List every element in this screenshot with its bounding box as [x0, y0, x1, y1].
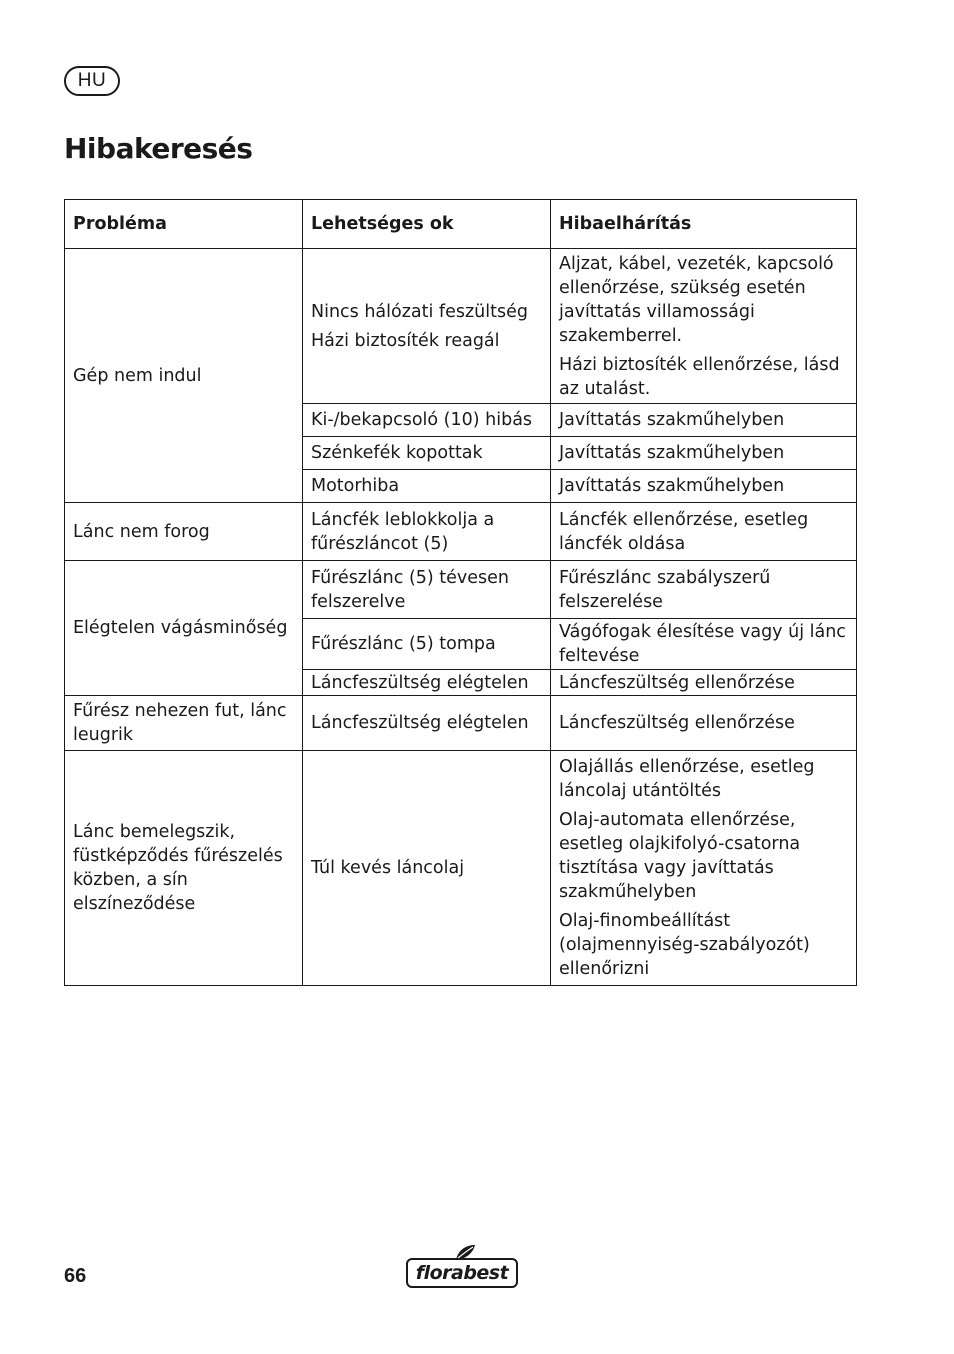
- cause-text: Nincs hálózati feszültség: [311, 301, 528, 322]
- remedy-text: Fűrészlánc szabályszerű felszerelése: [559, 567, 771, 612]
- cell-remedy: [551, 561, 857, 619]
- logo-text: florabest: [406, 1258, 518, 1288]
- cell-cause: [303, 561, 551, 619]
- cause-text: Fűrészlánc (5) tévesen felszerelve: [311, 567, 510, 612]
- cause-text: Láncfék leblokkolja a fűrészláncot (5): [311, 509, 495, 554]
- cause-text: Szénkefék kopottak: [311, 443, 483, 463]
- cell-cause: [303, 670, 551, 696]
- table-row: [65, 751, 857, 986]
- cell-cause: [303, 470, 551, 503]
- remedy-text: Olajállás ellenőrzése, esetleg láncolaj utántöltés: [559, 757, 815, 801]
- page-number: 66: [64, 1265, 87, 1287]
- remedy-text: Javíttatás szakműhelyben: [559, 476, 785, 496]
- cell-problem: Lánc bemelegszik, füstképződés fűrészelés közben, a sín elszíneződése: [65, 751, 303, 986]
- cell-cause: [303, 404, 551, 437]
- remedy-text: Házi biztosíték ellenőrzése, lásd az utalást.: [559, 354, 840, 399]
- table-body: [65, 249, 857, 986]
- cause-text: Túl kevés láncolaj: [311, 858, 465, 878]
- cell-cause: [303, 249, 551, 404]
- cell-remedy: [551, 670, 857, 696]
- cell-remedy: [551, 619, 857, 670]
- remedy-text: Láncfeszültség ellenőrzése: [559, 672, 795, 693]
- cell-remedy: [551, 751, 857, 986]
- cell-problem: Fűrész nehezen fut, lánc leugrik: [65, 696, 303, 751]
- cell-problem: Lánc nem forog: [65, 503, 303, 561]
- cell-remedy: [551, 470, 857, 503]
- cell-cause: [303, 503, 551, 561]
- cell-cause: [303, 751, 551, 986]
- column-header-cause: Lehetséges ok: [303, 200, 551, 249]
- troubleshooting-table: [64, 199, 857, 986]
- language-badge: HU: [64, 66, 120, 96]
- page-title: Hibakeresés: [64, 132, 253, 165]
- cause-text: Láncfeszültség elégtelen: [311, 672, 529, 693]
- cause-text: Motorhiba: [311, 476, 400, 496]
- cell-problem: Gép nem indul: [65, 249, 303, 503]
- brand-logo: [406, 1244, 518, 1288]
- remedy-text: Láncfeszültség ellenőrzése: [559, 713, 795, 733]
- cell-problem: Elégtelen vágásminőség: [65, 561, 303, 696]
- column-header-remedy: Hibaelhárítás: [551, 200, 857, 249]
- table-header-row: [65, 200, 857, 249]
- remedy-text: Javíttatás szakműhelyben: [559, 443, 785, 463]
- cell-cause: [303, 696, 551, 751]
- cell-remedy: [551, 696, 857, 751]
- cell-cause: [303, 437, 551, 470]
- cell-remedy: [551, 404, 857, 437]
- table-row: [65, 503, 857, 561]
- cell-remedy: [551, 437, 857, 470]
- cause-text: Ki-/bekapcsoló (10) hibás: [311, 410, 533, 430]
- column-header-problem: Probléma: [65, 200, 303, 249]
- cell-remedy: [551, 503, 857, 561]
- remedy-text: Vágófogak élesítése vagy új lánc feltevése: [559, 622, 846, 666]
- remedy-text: Aljzat, kábel, vezeték, kapcsoló ellenőrzése, szükség esetén javíttatás villamossági szakemberrel.: [559, 253, 834, 346]
- remedy-text: Olaj-automata ellenőrzése, esetleg olajkifolyó-csatorna tisztítása vagy javíttatás szakműhelyben: [559, 810, 801, 902]
- table-row: [65, 249, 857, 404]
- remedy-text: Láncfék ellenőrzése, esetleg láncfék oldása: [559, 509, 809, 554]
- remedy-text: Olaj-finombeállítást (olajmennyiség-szabályozót) ellenőrizni: [559, 911, 810, 979]
- cause-text: Láncfeszültség elégtelen: [311, 713, 529, 733]
- cause-text: Házi biztosíték reagál: [311, 330, 500, 351]
- table-row: [65, 561, 857, 619]
- cell-remedy: [551, 249, 857, 404]
- remedy-text: Javíttatás szakműhelyben: [559, 410, 785, 430]
- cell-cause: [303, 619, 551, 670]
- table-row: [65, 696, 857, 751]
- cause-text: Fűrészlánc (5) tompa: [311, 634, 496, 654]
